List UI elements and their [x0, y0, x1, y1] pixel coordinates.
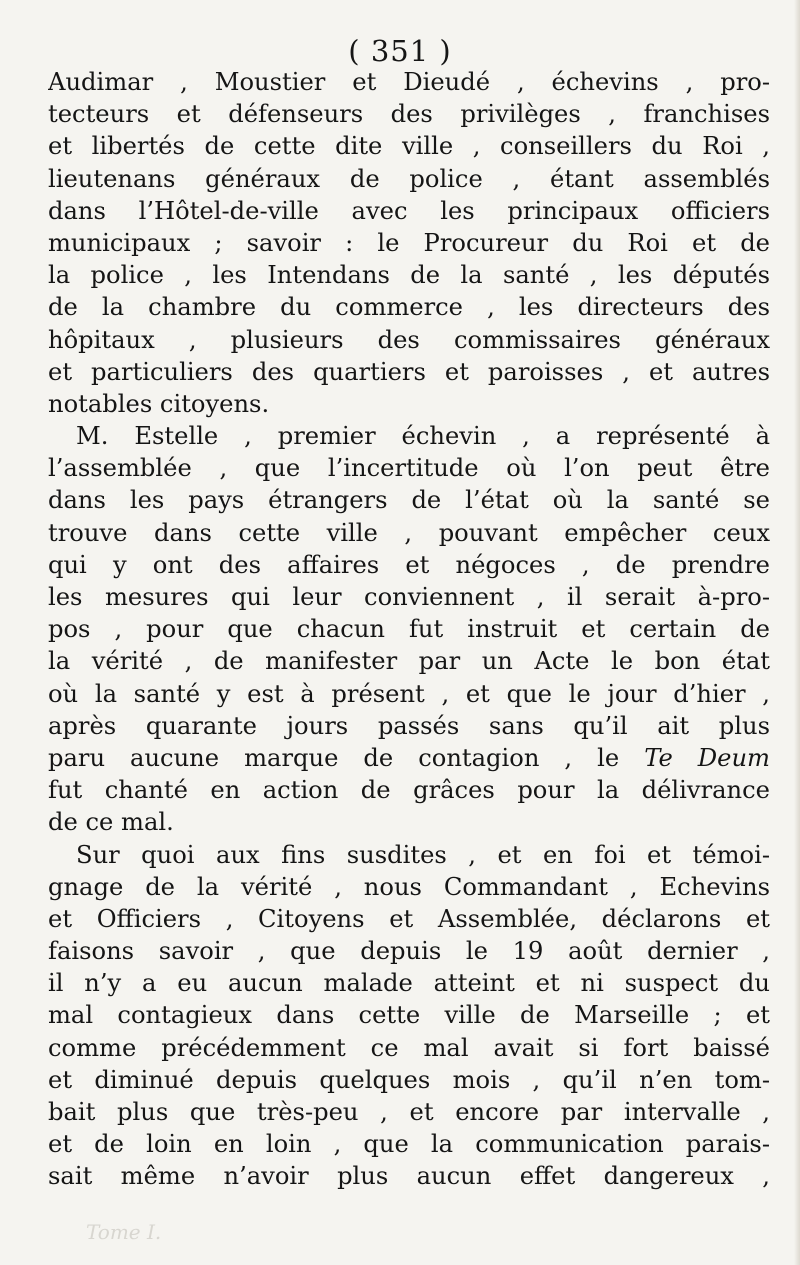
text-line: où la santé y est à présent , et que le jour d’hier ,	[48, 679, 770, 708]
text-line: comme précédemment ce mal avait si fort baissé	[48, 1033, 770, 1062]
text-line: et Officiers , Citoyens et Assemblée, déclarons et	[48, 904, 770, 933]
text-line: M. Estelle , premier échevin , a représenté à	[76, 422, 770, 451]
text-line: tecteurs et défenseurs des privilèges , franchises	[48, 100, 770, 129]
text-line: pos , pour que chacun fut instruit et certain de	[48, 615, 770, 644]
footer-signature: Tome I.	[86, 1220, 162, 1244]
text-line: paru aucune marque de contagion , le Te Deum	[48, 743, 770, 772]
text-line: trouve dans cette ville , pouvant empêcher ceux	[48, 518, 770, 547]
text-line: hôpitaux , plusieurs des commissaires généraux	[48, 325, 770, 354]
text-line: lieutenans généraux de police , étant assemblés	[48, 164, 770, 193]
page-number: ( 351 )	[348, 34, 452, 68]
body-text	[48, 66, 770, 1193]
text-line: et de loin en loin , que la communication parais-	[48, 1130, 770, 1159]
text-line: fut chanté en action de grâces pour la délivrance	[48, 776, 770, 805]
text-line: les mesures qui leur conviennent , il serait à-pro-	[48, 583, 770, 611]
text-line: mal contagieux dans cette ville de Marseille ; et	[48, 1001, 770, 1030]
text-line: l’assemblée , que l’incertitude où l’on peut être	[48, 454, 770, 483]
text-line: de la chambre du commerce , les directeurs des	[48, 293, 770, 322]
page-edge-shadow	[794, 0, 800, 1265]
text-line: Sur quoi aux fins susdites , et en foi et témoi-	[76, 840, 770, 869]
text-line: après quarante jours passés sans qu’il ait plus	[48, 711, 770, 740]
text-line: il n’y a eu aucun malade atteint et ni suspect du	[48, 969, 770, 998]
text-line: faisons savoir , que depuis le 19 août dernier ,	[48, 937, 770, 966]
text-line: de ce mal.	[48, 808, 174, 837]
text-line: sait même n’avoir plus aucun effet dangereux ,	[48, 1162, 770, 1191]
text-line: dans les pays étrangers de l’état où la santé se	[48, 486, 770, 515]
text-line: qui y ont des affaires et négoces , de prendre	[48, 550, 770, 579]
text-line: gnage de la vérité , nous Commandant , Echevins	[48, 872, 770, 901]
text-line: dans l’Hôtel-de-ville avec les principaux officiers	[48, 196, 770, 225]
text-line: la vérité , de manifester par un Acte le bon état	[48, 647, 770, 676]
text-line: et particuliers des quartiers et paroisses , et autres	[48, 357, 770, 386]
text-line: et diminué depuis quelques mois , qu’il n’en tom-	[48, 1065, 770, 1094]
text-line: municipaux ; savoir : le Procureur du Roi et de	[48, 228, 770, 257]
text-line: Audimar , Moustier et Dieudé , échevins , pro-	[48, 68, 770, 96]
text-line: et libertés de cette dite ville , conseillers du Roi ,	[48, 132, 770, 161]
text-line: bait plus que très-peu , et encore par intervalle ,	[48, 1098, 770, 1126]
text-line: la police , les Intendans de la santé , les députés	[48, 261, 770, 290]
text-line: notables citoyens.	[48, 389, 270, 418]
